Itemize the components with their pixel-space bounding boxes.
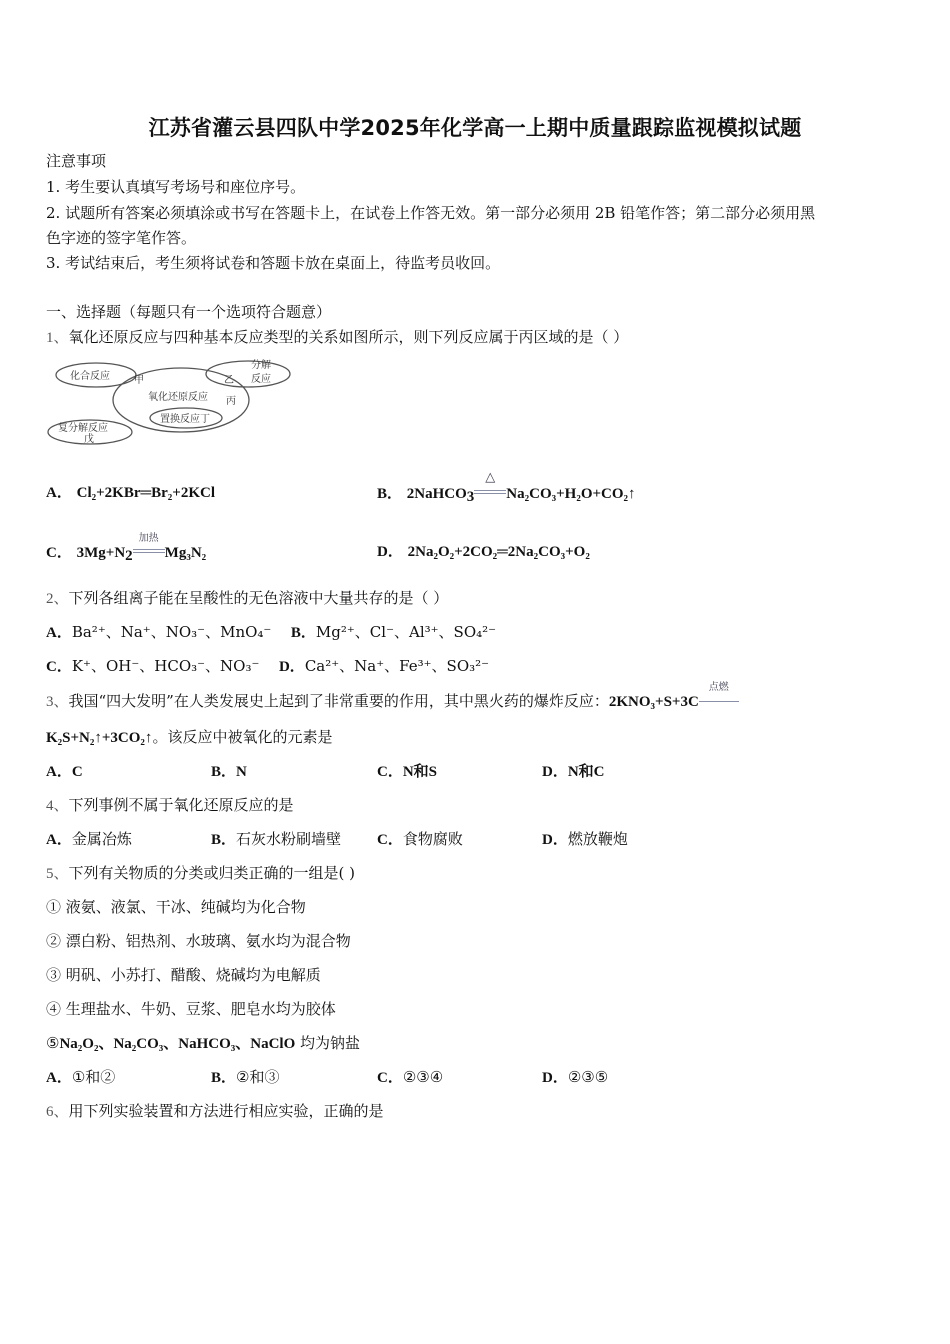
question-number: 1、: [46, 330, 69, 346]
q5-option-a[interactable]: A．①和②: [46, 1068, 116, 1086]
q1-option-a[interactable]: A． Cl₂+2KBr═Br₂+2KCl: [46, 485, 216, 501]
question-6-stem: 6、用下列实验装置和方法进行相应实验，正确的是: [46, 1102, 384, 1120]
svg-text:甲: 甲: [134, 375, 144, 386]
q5-statement-4: ④ 生理盐水、牛奶、豆浆、肥皂水均为胶体: [46, 1000, 336, 1018]
svg-text:丙: 丙: [226, 396, 236, 407]
q2-option-d[interactable]: D．Ca²⁺、Na⁺、Fe³⁺、SO₃²⁻: [278, 657, 490, 675]
q1-option-c[interactable]: C． $3Mg+N_2$ 加热 Mg₃N₂: [46, 533, 207, 564]
section-heading: 一、选择题（每题只有一个选项符合题意）: [46, 303, 332, 321]
question-text: 氧化还原反应与四种基本反应类型的关系如图所示，则下列反应属于丙区域的是（ ）: [68, 328, 629, 346]
q2-option-a[interactable]: A．Ba²⁺、Na⁺、NO₃⁻、MnO₄⁻: [46, 623, 272, 641]
q4-option-d[interactable]: D．燃放鞭炮: [542, 830, 628, 848]
svg-text:复分解反应: 复分解反应: [58, 423, 108, 434]
svg-text:分解: 分解: [251, 360, 271, 371]
notice-item-2: 2. 试题所有答案必须填涂或书写在答题卡上，在试卷上作答无效。第一部分必须用 2B 铅笔作答；第二部分必须用黑: [46, 204, 816, 222]
reaction-venn-diagram: [46, 356, 296, 446]
notice-item-3: 3. 考试结束后，考生须将试卷和答题卡放在桌面上，待监考员收回。: [46, 254, 501, 272]
q5-option-c[interactable]: C．②③④: [377, 1068, 444, 1086]
notice-item-1: 1. 考生要认真填写考场号和座位序号。: [46, 178, 306, 196]
heat-condition: △: [474, 482, 506, 496]
heating-condition: 加热: [133, 541, 165, 555]
notice-item-2-cont: 色字迹的签字笔作答。: [46, 229, 197, 247]
q4-option-c[interactable]: C．食物腐败: [377, 830, 463, 848]
q2-options-row-1: [46, 622, 496, 643]
notice-heading: 注意事项: [46, 152, 107, 170]
q2-option-c[interactable]: C．K⁺、OH⁻、HCO₃⁻、NO₃⁻: [46, 657, 260, 675]
question-1-stem: [46, 327, 628, 348]
question-2-stem: 2、下列各组离子能在呈酸性的无色溶液中大量共存的是（ ）: [46, 589, 449, 607]
q5-statement-5: ⑤Na₂O₂、Na₂CO₃、NaHCO₃、NaClO 均为钠盐: [46, 1034, 361, 1052]
q3-option-d[interactable]: D．N和C: [542, 764, 605, 780]
question-3-stem-cont: K₂S+N₂↑+3CO₂↑。该反应中被氧化的元素是: [46, 728, 333, 746]
q5-statement-3: ③ 明矾、小苏打、醋酸、烧碱均为电解质: [46, 966, 321, 984]
svg-text:反应: 反应: [251, 374, 271, 385]
svg-text:置换反应丁: 置换反应丁: [160, 414, 210, 425]
q3-option-c[interactable]: C．N和S: [377, 764, 438, 780]
q5-statement-2: ② 漂白粉、铝热剂、水玻璃、氨水均为混合物: [46, 932, 351, 950]
q4-option-a[interactable]: A．金属冶炼: [46, 830, 132, 848]
q3-option-a[interactable]: A．C: [46, 764, 83, 780]
page-title: 江苏省灌云县四队中学2025年化学高一上期中质量跟踪监视模拟试题: [148, 116, 802, 140]
q2-option-b[interactable]: B．Mg²⁺、Cl⁻、Al³⁺、SO₄²⁻: [290, 623, 497, 641]
svg-text:氧化还原反应: 氧化还原反应: [148, 392, 208, 403]
q5-option-d[interactable]: D．②③⑤: [542, 1068, 609, 1086]
q4-option-b[interactable]: B．石灰水粉刷墙壁: [211, 830, 342, 848]
question-3-stem: 3、我国“四大发明”在人类发展史上起到了非常重要的作用，其中黑火药的爆炸反应：2KNO₃+S+3C 点燃: [46, 690, 739, 712]
q1-option-d[interactable]: D． 2Na₂O₂+2CO₂═2Na₂CO₃+O₂: [377, 544, 590, 560]
svg-text:化合反应: 化合反应: [70, 371, 110, 382]
question-5-stem: 5、下列有关物质的分类或归类正确的一组是( ): [46, 864, 355, 882]
q5-statement-1: ① 液氨、液氯、干冰、纯碱均为化合物: [46, 898, 306, 916]
ignite-condition: 点燃: [699, 690, 739, 704]
question-4-stem: 4、下列事例不属于氧化还原反应的是: [46, 796, 294, 814]
q2-options-row-2: [46, 656, 489, 677]
q5-option-b[interactable]: B．②和③: [211, 1068, 280, 1086]
q3-option-b[interactable]: B．N: [211, 764, 247, 780]
svg-text:乙: 乙: [224, 375, 234, 386]
q1-option-b[interactable]: B． 2NaHCO$_3$ △ Na₂CO₃+H₂O+CO₂↑: [377, 470, 636, 505]
svg-text:戊: 戊: [84, 434, 94, 445]
